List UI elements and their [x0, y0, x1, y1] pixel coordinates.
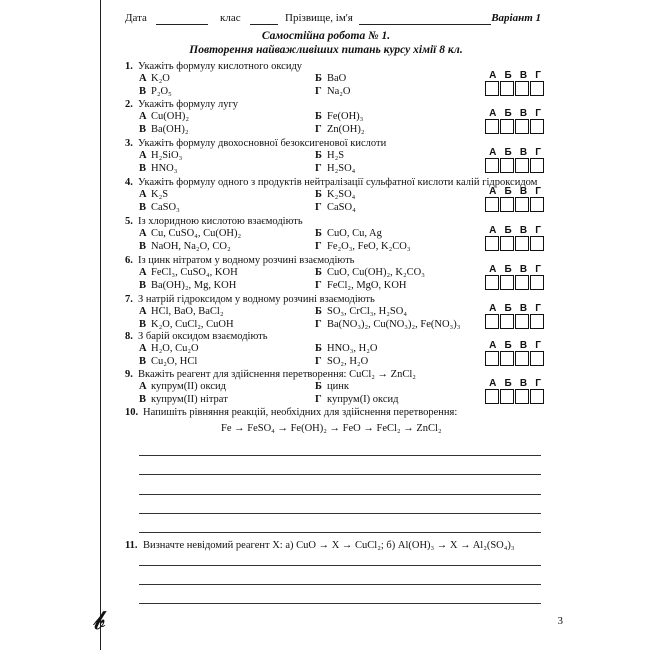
- option-letter: Г: [315, 280, 322, 291]
- option-text: купрум(II) оксид: [151, 381, 227, 392]
- option-text: Ba(NO₃)₂, Cu(NO₃)₂, Fe(NO₃)₃: [327, 319, 461, 330]
- grid-letter: Г: [535, 340, 541, 351]
- option-d[interactable]: [315, 163, 355, 174]
- option-letter: Б: [315, 189, 322, 200]
- question-text: Укажіть формулу кислотного оксиду: [138, 61, 303, 72]
- option-letter: А: [139, 189, 147, 200]
- answer-line[interactable]: [139, 603, 541, 604]
- option-letter: А: [139, 228, 147, 239]
- answer-grid: [485, 264, 545, 290]
- option-text: CuO, Cu, Ag: [327, 228, 382, 239]
- option-letter: В: [139, 280, 147, 291]
- option-text: HNO₃: [151, 163, 178, 174]
- option-letter: В: [139, 202, 147, 213]
- option-letter: Б: [315, 73, 322, 84]
- grid-letter: Г: [535, 303, 541, 314]
- grid-letter: В: [519, 264, 528, 275]
- option-letter: Б: [315, 306, 322, 317]
- option-d[interactable]: [315, 280, 407, 291]
- option-letter: А: [139, 267, 147, 278]
- question-number: 2.: [125, 99, 133, 110]
- option-letter: В: [139, 163, 147, 174]
- option-text: NaOH, Na₂O, CO₂: [151, 241, 231, 252]
- answer-box[interactable]: [485, 81, 499, 96]
- answer-box[interactable]: [485, 197, 499, 212]
- grid-letter: Б: [504, 147, 512, 158]
- worksheet-page: [93, 0, 563, 650]
- answer-line[interactable]: [139, 532, 541, 533]
- option-text: CaSO₃: [151, 202, 180, 213]
- answer-line[interactable]: [139, 455, 541, 456]
- option-c[interactable]: [139, 163, 177, 174]
- option-d[interactable]: [315, 202, 356, 213]
- answer-box[interactable]: [530, 197, 544, 212]
- grid-letter: Б: [504, 303, 512, 314]
- option-text: купрум(II) нітрат: [151, 394, 228, 405]
- answer-box[interactable]: [485, 389, 499, 404]
- option-text: Zn(OH)₂: [327, 124, 365, 135]
- option-a[interactable]: [139, 381, 226, 392]
- answer-box[interactable]: [485, 119, 499, 134]
- answer-box[interactable]: [515, 236, 529, 251]
- answer-box[interactable]: [530, 119, 544, 134]
- date-label: Дата: [125, 12, 147, 24]
- question-text: Напишіть рівняння реакцій, необхідних для здійснення перетворення:: [143, 407, 458, 418]
- option-letter: А: [139, 73, 147, 84]
- question-number: 1.: [125, 61, 133, 72]
- question-number: 6.: [125, 255, 133, 266]
- question-text: Укажіть формулу двохосновної безоксигенової кислоти: [138, 138, 387, 149]
- answer-box[interactable]: [515, 351, 529, 366]
- option-c[interactable]: [139, 202, 180, 213]
- answer-box[interactable]: [530, 351, 544, 366]
- option-letter: Г: [315, 241, 322, 252]
- option-b[interactable]: [315, 228, 382, 239]
- option-b[interactable]: [315, 111, 363, 122]
- name-label: Прізвище, ім'я: [285, 12, 353, 24]
- option-letter: Г: [315, 124, 322, 135]
- option-c[interactable]: [139, 124, 188, 135]
- option-b[interactable]: [315, 343, 378, 354]
- option-letter: А: [139, 150, 147, 161]
- option-a[interactable]: [139, 189, 168, 200]
- question-number: 4.: [125, 177, 133, 188]
- option-letter: Б: [315, 343, 322, 354]
- grid-letter: Г: [535, 147, 541, 158]
- answer-box[interactable]: [530, 158, 544, 173]
- option-b[interactable]: [315, 150, 344, 161]
- answer-box[interactable]: [530, 81, 544, 96]
- option-d[interactable]: [315, 86, 351, 97]
- option-letter: Г: [315, 319, 322, 330]
- question-number: 9.: [125, 369, 133, 380]
- grid-letter: Б: [504, 378, 512, 389]
- option-c[interactable]: [139, 319, 234, 330]
- question-number: 10.: [125, 407, 139, 418]
- worksheet-subtitle: Повторення найважливіших питань курсу хімії 8 кл.: [189, 44, 463, 56]
- answer-grid: [485, 340, 545, 366]
- option-text: K₂O, CuCl₂, CuOH: [151, 319, 234, 330]
- option-d[interactable]: [315, 241, 410, 252]
- answer-box[interactable]: [500, 314, 514, 329]
- option-a[interactable]: [139, 111, 189, 122]
- question-10: [125, 406, 555, 419]
- answer-box[interactable]: [500, 389, 514, 404]
- question-number: 7.: [125, 294, 133, 305]
- option-text: Cu(OH)₂: [151, 111, 190, 122]
- grid-letter: А: [489, 70, 497, 81]
- option-text: FeCl₃, CuSO₄, KOH: [151, 267, 238, 278]
- question-text: Вкажіть реагент для здійснення перетворення: CuCl₂ → ZnCl₂: [138, 369, 416, 380]
- grid-letter: Б: [504, 70, 512, 81]
- option-letter: Б: [315, 228, 322, 239]
- option-letter: Б: [315, 111, 322, 122]
- question-text: Укажіть формулу одного з продуктів нейтралізації сульфатної кислоти калій гідроксидом: [138, 177, 538, 188]
- class-label: клас: [220, 12, 241, 24]
- option-letter: В: [139, 394, 147, 405]
- answer-line[interactable]: [139, 565, 541, 566]
- question-number: 3.: [125, 138, 133, 149]
- option-text: купрум(I) оксид: [327, 394, 399, 405]
- answer-grid: [485, 225, 545, 251]
- question-number: 11.: [125, 540, 138, 551]
- grid-letter: В: [519, 303, 528, 314]
- answer-box[interactable]: [530, 275, 544, 290]
- option-text: CuO, Cu(OH)₂, K₂CO₃: [327, 267, 425, 278]
- answer-box[interactable]: [515, 81, 529, 96]
- page-number: 3: [557, 615, 563, 627]
- option-letter: Г: [315, 394, 322, 405]
- answer-box[interactable]: [500, 197, 514, 212]
- option-d[interactable]: [315, 394, 399, 405]
- option-text: H₂SO₄: [327, 163, 356, 174]
- answer-box[interactable]: [530, 236, 544, 251]
- answer-box[interactable]: [515, 119, 529, 134]
- answer-line[interactable]: [139, 584, 541, 585]
- option-text: HNO₃, H₂O: [327, 343, 378, 354]
- option-letter: В: [139, 356, 147, 367]
- grid-letter: Б: [504, 186, 512, 197]
- answer-box[interactable]: [500, 351, 514, 366]
- answer-grid: [485, 303, 545, 329]
- option-text: FeCl₂, MgO, KOH: [327, 280, 407, 291]
- option-letter: А: [139, 111, 147, 122]
- option-text: SO₂, H₂O: [327, 356, 369, 367]
- option-letter: В: [139, 319, 147, 330]
- answer-box[interactable]: [515, 314, 529, 329]
- option-b[interactable]: [315, 189, 355, 200]
- option-b[interactable]: [315, 267, 425, 278]
- grid-letter: Б: [504, 340, 512, 351]
- answer-box[interactable]: [530, 314, 544, 329]
- question-text: Укажіть формулу лугу: [138, 99, 239, 110]
- name-blank: [359, 24, 491, 25]
- option-d[interactable]: [315, 319, 460, 330]
- option-b[interactable]: [315, 381, 349, 392]
- grid-letter: В: [519, 186, 528, 197]
- option-text: HCl, BaO, BaCl₂: [151, 306, 224, 317]
- grid-letter: Г: [535, 70, 541, 81]
- grid-letter: А: [489, 147, 497, 158]
- grid-letter: В: [519, 225, 528, 236]
- option-letter: Г: [315, 202, 322, 213]
- answer-box[interactable]: [530, 389, 544, 404]
- grid-letter: Г: [535, 264, 541, 275]
- option-b[interactable]: [315, 73, 346, 84]
- option-c[interactable]: [139, 86, 172, 97]
- option-letter: Б: [315, 150, 322, 161]
- question-text: З барій оксидом взаємодіють: [138, 331, 268, 342]
- option-text: Cu, CuSO₄, Cu(OH)₂: [151, 228, 242, 239]
- grid-letter: Г: [535, 186, 541, 197]
- option-b[interactable]: [315, 306, 407, 317]
- answer-box[interactable]: [485, 351, 499, 366]
- grid-letter: А: [489, 108, 497, 119]
- answer-grid: [485, 70, 545, 96]
- option-letter: Г: [315, 163, 322, 174]
- option-text: P₂O₅: [151, 86, 172, 97]
- question-text: Із цинк нітратом у водному розчині взаємодіють: [138, 255, 355, 266]
- option-a[interactable]: [139, 150, 182, 161]
- answer-grid: [485, 147, 545, 173]
- option-c[interactable]: [139, 394, 228, 405]
- grid-letter: А: [489, 303, 497, 314]
- option-d[interactable]: [315, 356, 368, 367]
- grid-letter: В: [519, 147, 528, 158]
- answer-box[interactable]: [485, 158, 499, 173]
- option-text: Ba(OH)₂, Mg, KOH: [151, 280, 237, 291]
- grid-letter: В: [519, 108, 528, 119]
- option-c[interactable]: [139, 356, 197, 367]
- grid-letter: Б: [504, 225, 512, 236]
- option-text: Ba(OH)₂: [151, 124, 189, 135]
- answer-box[interactable]: [500, 236, 514, 251]
- option-letter: Б: [315, 381, 322, 392]
- question-text: З натрій гідроксидом у водному розчині взаємодіють: [138, 294, 375, 305]
- grid-letter: Г: [535, 225, 541, 236]
- answer-grid: [485, 108, 545, 134]
- option-text: Na₂O: [327, 86, 351, 97]
- transformation-chain: Fe → FeSO₄ → Fe(OH)₂ → FeO → FeCl₂ → ZnCl₂: [221, 423, 442, 434]
- answer-line[interactable]: [139, 494, 541, 495]
- grid-letter: В: [519, 378, 528, 389]
- answer-box[interactable]: [485, 236, 499, 251]
- answer-box[interactable]: [515, 389, 529, 404]
- option-text: Fe(OH)₃: [327, 111, 364, 122]
- variant-label: Варіант 1: [491, 12, 541, 24]
- answer-line[interactable]: [139, 474, 541, 475]
- answer-box[interactable]: [485, 314, 499, 329]
- grid-letter: А: [489, 186, 497, 197]
- option-text: цинк: [327, 381, 349, 392]
- option-letter: Г: [315, 356, 322, 367]
- option-letter: А: [139, 343, 147, 354]
- date-blank: [156, 24, 208, 25]
- option-a[interactable]: [139, 343, 199, 354]
- option-text: H₂SiO₃: [151, 150, 183, 161]
- answer-box[interactable]: [500, 81, 514, 96]
- answer-box[interactable]: [500, 119, 514, 134]
- option-text: CaSO₄: [327, 202, 356, 213]
- option-text: H₂S: [327, 150, 345, 161]
- grid-letter: Б: [504, 108, 512, 119]
- question-text: Із хлоридною кислотою взаємодіють: [138, 216, 303, 227]
- worksheet-title: Самостійна робота № 1.: [261, 30, 391, 42]
- option-c[interactable]: [139, 241, 231, 252]
- option-text: H₂O, Cu₂O: [151, 343, 199, 354]
- option-letter: А: [139, 306, 147, 317]
- answer-grid: [485, 378, 545, 404]
- answer-box[interactable]: [515, 197, 529, 212]
- option-letter: В: [139, 124, 147, 135]
- answer-box[interactable]: [515, 158, 529, 173]
- grid-letter: Г: [535, 378, 541, 389]
- option-a[interactable]: [139, 73, 170, 84]
- grid-letter: Б: [504, 264, 512, 275]
- question-number: 8.: [125, 331, 133, 342]
- option-letter: Г: [315, 86, 322, 97]
- grid-letter: В: [519, 340, 528, 351]
- answer-box[interactable]: [500, 275, 514, 290]
- grid-letter: А: [489, 225, 497, 236]
- option-text: K₂SO₄: [327, 189, 356, 200]
- option-text: SO₃, CrCl₃, H₂SO₄: [327, 306, 407, 317]
- option-text: K₂S: [151, 189, 169, 200]
- answer-grid: [485, 186, 545, 212]
- class-blank: [250, 24, 278, 25]
- option-letter: В: [139, 241, 147, 252]
- option-letter: А: [139, 381, 147, 392]
- option-c[interactable]: [139, 280, 236, 291]
- grid-letter: Г: [535, 108, 541, 119]
- handwritten-mark: 𝓫: [93, 606, 107, 636]
- grid-letter: А: [489, 264, 497, 275]
- grid-letter: А: [489, 378, 497, 389]
- option-letter: В: [139, 86, 147, 97]
- grid-letter: В: [519, 70, 528, 81]
- option-text: Cu₂O, HCl: [151, 356, 198, 367]
- answer-box[interactable]: [485, 275, 499, 290]
- answer-box[interactable]: [500, 158, 514, 173]
- answer-box[interactable]: [515, 275, 529, 290]
- question-number: 5.: [125, 216, 133, 227]
- option-a[interactable]: [139, 228, 241, 239]
- option-a[interactable]: [139, 267, 238, 278]
- option-a[interactable]: [139, 306, 224, 317]
- option-letter: Б: [315, 267, 322, 278]
- option-d[interactable]: [315, 124, 364, 135]
- question-11: [125, 539, 555, 552]
- option-text: Fe₂O₃, FeO, K₂CO₃: [327, 241, 411, 252]
- question-text: Визначте невідомий реагент X: а) CuO → X → CuCl₂; б) Al(OH)₃ → X → Al₂(SO₄)₃: [143, 540, 515, 551]
- answer-line[interactable]: [139, 513, 541, 514]
- option-text: BaO: [327, 73, 347, 84]
- grid-letter: А: [489, 340, 497, 351]
- option-text: K₂O: [151, 73, 170, 84]
